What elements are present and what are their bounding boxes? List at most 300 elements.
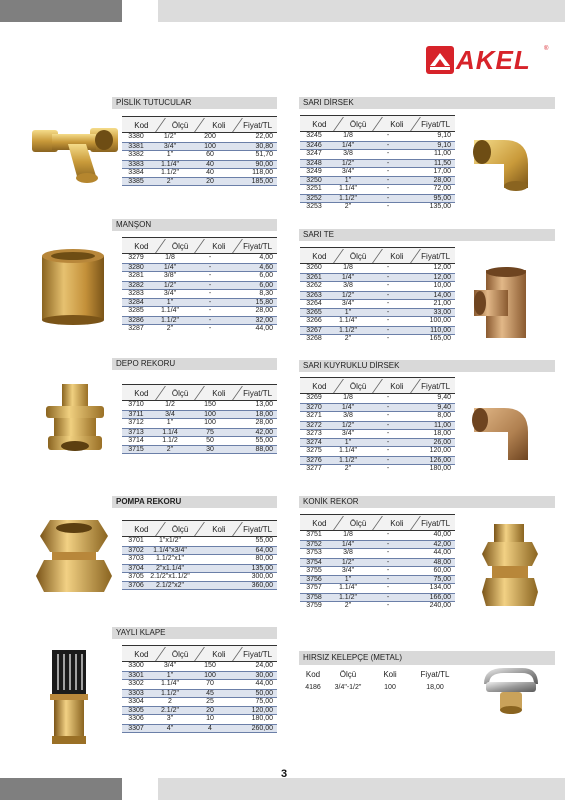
cell-koli [190,582,230,589]
table-row [122,254,277,263]
cell-fiyat: 11,50 [434,159,451,167]
cell-kod: 3758 [306,594,322,602]
cell-olcu: 2" [344,335,352,343]
table-row [122,689,277,698]
table-row [122,133,277,142]
table-row [122,316,277,325]
table-row [300,403,455,412]
cell-koli: - [386,317,390,325]
cell-olcu: 1.1/2" [338,195,358,203]
cell-koli: - [386,167,390,175]
cell-olcu: 1" [166,671,174,679]
table-row [122,671,277,680]
cell-fiyat: 120,00 [251,707,273,715]
cell-olcu: 3/4" [341,566,355,574]
table-header [300,247,455,264]
cell-koli: - [208,317,212,325]
cell-olcu: 2 [168,697,172,705]
cell-fiyat: 18,00 [426,684,444,691]
table-manson [122,237,277,334]
cell-fiyat: 75,00 [255,697,273,705]
cell-koli: 100 [204,671,216,679]
cell-fiyat: 240,00 [429,602,451,610]
cell-kod: 3713 [128,428,144,436]
table-row [300,326,455,335]
cell-kod: 3246 [306,141,322,149]
table-row [300,282,455,291]
cell-fiyat: 42,00 [255,428,273,436]
pump-union-image [34,518,114,594]
cell-fiyat: 10,00 [433,281,451,289]
section-header-manson: MANŞON [112,219,277,231]
table-row [300,308,455,317]
cell-koli: - [208,254,212,261]
cell-kod: 3262 [306,281,322,289]
section-header-sari-dirsek: SARI DİRSEK [299,97,555,109]
table-pislik-tutucular [122,116,277,186]
cell-kod: 3264 [306,299,322,307]
cell-olcu: 1/2" [341,421,355,429]
section-header-sari-te: SARI TE [299,229,555,241]
cell-kod: 3384 [128,168,144,176]
cell-fiyat: 44,00 [255,325,273,333]
cell-fiyat: 9,10 [437,132,451,139]
table-row [300,430,455,439]
col-kod: Kod [312,519,327,528]
table-header [300,514,455,531]
cell-olcu: 1/4" [163,263,177,271]
section-header-yayli-klape: YAYLI KLAPE [112,627,277,639]
cell-fiyat: 33,00 [433,309,451,317]
cell-fiyat: 13,00 [255,401,273,408]
cell-kod: 3701 [128,537,144,544]
table-row [122,564,277,573]
cell-kod: 3284 [128,299,144,307]
cell-olcu: 1/8 [343,394,353,401]
cell-koli: 100 [204,142,216,150]
table-row [122,537,277,546]
cell-olcu: 2.1/2" [160,707,180,715]
cell-fiyat: 90,00 [255,160,273,168]
table-row [122,546,277,555]
cell-olcu: 1" [344,439,352,447]
cell-olcu: 1/2" [163,281,177,289]
cell-kod: 3704 [128,564,144,572]
table-row [300,421,455,430]
cell-kod: 3269 [306,394,322,401]
cell-olcu: 3/4" [341,429,355,437]
table-header [122,116,277,133]
col-olcu: Ölçü [339,378,378,393]
top-bar-dark [0,0,122,22]
conical-union-image [480,522,540,612]
cell-koli: - [386,281,390,289]
table-row [122,401,277,410]
table-row [122,142,277,151]
cell-kod: 3274 [306,439,322,447]
table-row [122,272,277,281]
table-pompa-rekoru [122,520,277,590]
cell-kod: 3705 [128,572,144,580]
cell-olcu: 1/4" [341,141,355,149]
table-row [300,593,455,602]
cell-koli: 50 [206,436,214,444]
cell-kod: 3266 [306,317,322,325]
cell-koli: 100 [204,410,216,418]
cell-olcu: 3/4 [165,410,175,418]
cell-olcu: 3/8 [343,548,353,556]
table-header [299,670,459,679]
cell-koli: - [386,411,390,419]
cell-fiyat: 60,00 [433,566,451,574]
col-kod: Kod [134,650,149,659]
table-row [122,263,277,272]
table-row [122,177,277,186]
pipe-clamp-image [478,664,546,716]
col-olcu: Ölçü [339,670,357,679]
cell-kod: 3286 [128,317,144,325]
cell-olcu: 1.1/2" [338,457,358,465]
cell-fiyat: 44,00 [255,679,273,687]
cell-olcu: 1/4" [341,273,355,281]
cell-olcu: 1.1/2 [162,436,178,444]
cell-kod: 3250 [306,177,322,185]
cell-fiyat: 12,00 [433,273,451,281]
col-fiyat: Fiyat/TL [238,117,277,132]
cell-fiyat: 180,00 [251,715,273,723]
table-row [300,438,455,447]
table-row [300,540,455,549]
table-row [122,298,277,307]
cell-kod: 3753 [306,548,322,556]
top-bar-light [158,0,565,22]
cell-koli: - [386,203,390,211]
cell-olcu: 1/2" [163,133,177,140]
section-header-depo-rekoru: DEPO REKORU [112,358,277,370]
section-header-hirsiz-kelepce: HIRSIZ KELEPÇE (METAL) [299,651,555,665]
cell-kod: 3265 [306,309,322,317]
cell-kod: 3300 [128,662,144,669]
table-row [300,150,455,159]
cell-kod: 3306 [128,715,144,723]
cell-kod: 3712 [128,418,144,426]
col-kod: Kod [312,120,327,129]
table-depo-rekoru [122,384,277,454]
cell-olcu: 1.1/4" [160,160,180,168]
table-header [122,384,277,401]
col-kod: Kod [312,252,327,261]
cell-fiyat: 185,00 [251,178,273,186]
cell-kod: 3382 [128,150,144,158]
cell-olcu: 2.1/2"x2" [156,582,184,590]
cell-fiyat: 22,00 [255,133,273,140]
cell-koli: - [386,141,390,149]
cell-kod: 3714 [128,436,144,444]
cell-fiyat: 6,00 [259,281,273,289]
cell-fiyat: 28,00 [433,177,451,185]
col-kod: Kod [312,382,327,391]
cell-olcu: 2.1/2"x1.1/2" [150,572,190,580]
table-row [300,447,455,456]
cell-fiyat: 4,00 [259,254,273,261]
cell-olcu: 1" [166,150,174,158]
table-row [300,185,455,194]
cell-koli: - [386,531,390,538]
cell-koli: - [386,291,390,299]
cell-koli: - [386,566,390,574]
col-koli: Koli [378,378,417,393]
cell-koli: 40 [206,160,214,168]
cell-fiyat: 166,00 [429,594,451,602]
table-row [122,437,277,446]
table-header [300,115,455,132]
cell-olcu: 1" [344,177,352,185]
cell-olcu: 1/8 [343,264,353,271]
cell-olcu: 1.1/4" [338,317,358,325]
table-row [300,412,455,421]
cell-kod: 3301 [128,671,144,679]
table-row [122,724,277,733]
cell-olcu: 3/8 [343,149,353,157]
cell-kod: 3247 [306,149,322,157]
col-fiyat: Fiyat/TL [416,378,455,393]
col-koli: Koli [378,116,417,131]
cell-koli: 70 [206,679,214,687]
cell-fiyat: 21,00 [433,299,451,307]
cell-koli: 150 [204,662,216,669]
cell-kod: 3710 [128,401,144,408]
table-row [300,465,455,474]
cell-kod: 3380 [128,133,144,140]
cell-koli: - [386,195,390,203]
bottom-bar-light [158,778,565,800]
cell-olcu: 1" [166,418,174,426]
cell-koli: - [208,325,212,333]
cell-koli: - [386,299,390,307]
cell-fiyat: 110,00 [430,327,451,335]
cell-koli: 30 [206,446,214,454]
cell-kod: 3302 [128,679,144,687]
col-koli: Koli [200,238,239,253]
table-row [122,445,277,454]
cell-koli: - [208,299,212,307]
cell-fiyat: 100,00 [429,317,451,325]
cell-koli: - [208,281,212,289]
cell-olcu: 1" [166,299,174,307]
table-row [300,203,455,212]
cell-olcu: 1.1/2" [160,317,180,325]
table-row [300,558,455,567]
cell-kod: 3759 [306,602,322,610]
col-olcu: Ölçü [161,117,200,132]
cell-kod: 3283 [128,289,144,297]
cell-kod: 3702 [128,546,144,554]
cell-olcu: 2"x1.1/4" [156,564,184,572]
cell-fiyat: 40,00 [433,531,451,538]
table-header [122,520,277,537]
cell-fiyat: 9,40 [437,394,451,401]
cell-koli: - [386,439,390,447]
cell-fiyat: 28,00 [255,307,273,315]
cell-fiyat: 28,00 [255,418,273,426]
cell-fiyat: 30,00 [255,671,273,679]
cell-kod: 3383 [128,160,144,168]
cell-kod: 3276 [306,457,322,465]
col-kod: Kod [134,525,149,534]
cell-koli: 4 [208,725,212,733]
col-fiyat: Fiyat/TL [238,385,277,400]
cell-fiyat: 95,00 [433,195,451,203]
cell-kod: 3267 [306,327,322,335]
cell-fiyat: 42,00 [433,540,451,548]
table-row [122,573,277,582]
cell-kod: 3248 [306,159,322,167]
col-koli: Koli [200,646,239,661]
cell-olcu: 1.1/2" [338,327,358,335]
cell-fiyat: 9,40 [437,403,451,411]
col-fiyat: Fiyat/TL [238,521,277,536]
cell-kod: 3307 [128,725,144,733]
col-kod: Kod [305,670,321,679]
cell-koli: - [386,576,390,584]
cell-koli: 75 [206,428,214,436]
cell-olcu: 3/8" [163,271,177,279]
cell-kod: 3268 [306,335,322,343]
table-row [300,335,455,344]
table-header [122,645,277,662]
table-row [300,273,455,282]
cell-fiyat: 4,60 [259,263,273,271]
col-koli: Koli [383,670,397,679]
table-row [122,281,277,290]
cell-olcu: 3/4" [341,167,355,175]
cell-olcu: 1/2" [341,159,355,167]
cell-olcu: 3/4" [163,662,177,669]
cell-koli: - [386,273,390,281]
table-sari-te [300,247,455,344]
strainer-fitting-image [30,114,120,184]
cell-kod: 3287 [128,325,144,333]
cell-kod: 3245 [306,132,322,139]
table-row [300,132,455,141]
cell-olcu: 1/8 [343,531,353,538]
cell-fiyat: 50,00 [255,689,273,697]
table-row [122,325,277,334]
cell-koli: - [386,264,390,271]
cell-kod: 3754 [306,558,322,566]
table-sari-kuyruklu-dirsek [300,377,455,474]
table-row [300,291,455,300]
cell-olcu: 3/4" [341,299,355,307]
cell-olcu: 1" [344,309,352,317]
street-elbow-image [470,400,538,464]
cell-fiyat: 88,00 [255,446,273,454]
cell-koli: 45 [206,689,214,697]
cell-olcu: 3/4" [163,142,177,150]
cell-kod: 3252 [306,195,322,203]
cell-koli: - [208,263,212,271]
cell-fiyat: 17,00 [433,167,451,175]
cell-olcu: 2" [344,203,352,211]
tee-fitting-image [472,266,538,342]
cell-fiyat: 30,80 [255,142,273,150]
cell-koli: - [386,335,390,343]
section-header-pompa-rekoru: POMPA REKORU [112,496,277,508]
cell-fiyat: 48,00 [433,558,451,566]
col-fiyat: Fiyat/TL [420,670,450,679]
cell-olcu: 1"x1/2" [158,537,182,544]
cell-fiyat: 12,00 [433,264,451,271]
table-row [300,176,455,185]
cell-koli: 60 [206,150,214,158]
cell-fiyat: 360,00 [251,582,273,590]
cell-olcu: 1.1/4" [338,185,358,193]
cell-fiyat: 134,00 [429,584,451,592]
table-row [122,662,277,671]
table-row [122,555,277,564]
cell-kod: 3272 [306,421,322,429]
table-row [122,706,277,715]
table-row [300,300,455,309]
cell-fiyat: 18,00 [255,410,273,418]
cell-olcu: 3/4"-1/2" [334,684,362,691]
cell-kod: 3275 [306,447,322,455]
cell-koli: - [386,548,390,556]
cell-kod: 3261 [306,273,322,281]
table-row [300,141,455,150]
cell-olcu: 1/4" [341,403,355,411]
table-row [300,602,455,611]
col-olcu: Ölçü [339,515,378,530]
cell-koli: 20 [206,707,214,715]
table-row [300,264,455,273]
cell-fiyat: 120,00 [429,447,451,455]
cell-koli: - [386,149,390,157]
cell-fiyat: 72,00 [433,185,451,193]
cell-olcu: 1.1/4" [160,307,180,315]
cell-fiyat: 44,00 [433,548,451,556]
cell-koli: - [208,271,212,279]
cell-kod: 3752 [306,540,322,548]
cell-fiyat: 26,00 [433,439,451,447]
cell-koli: - [386,465,390,473]
cell-kod: 3711 [128,410,144,418]
cell-olcu: 1.1/2" [338,594,358,602]
col-kod: Kod [134,389,149,398]
col-fiyat: Fiyat/TL [416,116,455,131]
brand-name: AKEL [456,45,531,75]
cell-olcu: 1/2" [341,291,355,299]
cell-fiyat: 300,00 [251,572,273,580]
cell-fiyat: 75,00 [433,576,451,584]
cell-fiyat: 180,00 [429,465,451,473]
table-row [122,307,277,316]
cell-olcu: 2" [166,178,174,186]
cell-olcu: 3/8 [343,281,353,289]
cell-olcu: 1.1/2" [160,689,180,697]
cell-fiyat: 260,00 [251,725,273,733]
table-row [300,584,455,593]
cell-koli: - [386,602,390,610]
table-row [122,151,277,160]
table-row [300,194,455,203]
cell-koli: 100 [384,684,396,691]
table-row [300,168,455,177]
cell-fiyat: 64,00 [255,546,273,554]
cell-koli: - [386,159,390,167]
cell-fiyat: 14,00 [433,291,451,299]
cell-koli: - [386,540,390,548]
